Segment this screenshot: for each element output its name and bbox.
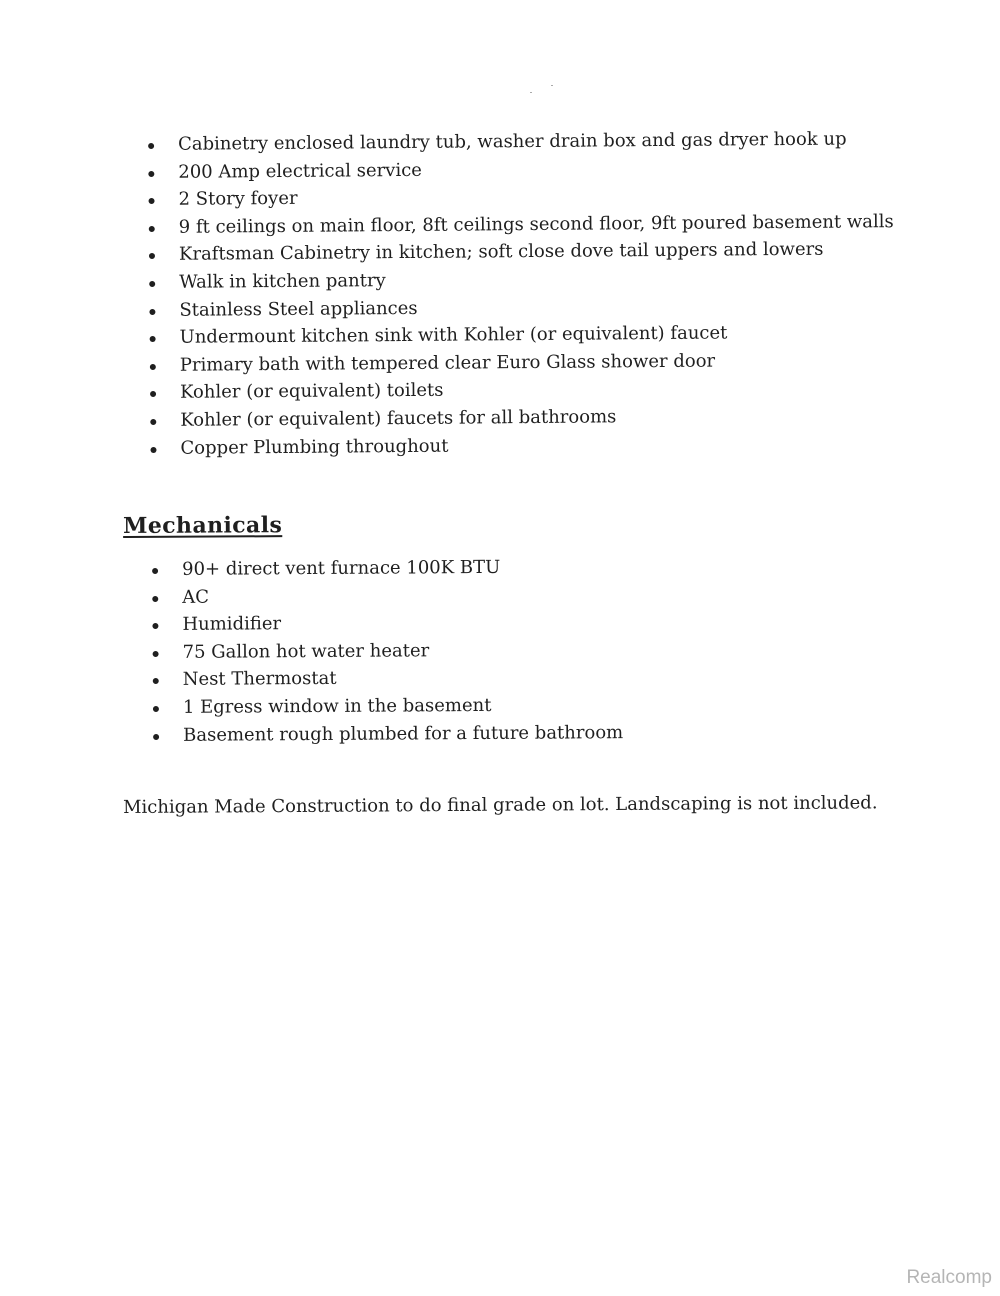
bullet-icon: [150, 364, 156, 370]
list-item: [153, 636, 623, 666]
list-item: [153, 719, 623, 749]
list-item-text: 9 ft ceilings on main floor, 8ft ceilings second floor, 9ft poured basement walls: [178, 210, 894, 238]
bullet-icon: [150, 391, 156, 397]
list-item: [152, 581, 622, 611]
bullet-icon: [148, 171, 154, 177]
list-item: [152, 608, 622, 638]
bullet-icon: [150, 419, 156, 425]
list-item-text: Humidifier: [182, 613, 282, 636]
list-item-text: 1 Egress window in the basement: [182, 694, 492, 718]
bullet-icon: [152, 596, 158, 602]
list-item-text: Kohler (or equivalent) faucets for all bathrooms: [180, 406, 617, 431]
bullet-icon: [149, 253, 155, 259]
bullet-icon: [153, 706, 159, 712]
list-item-text: Nest Thermostat: [182, 668, 337, 691]
bullet-icon: [149, 198, 155, 204]
list-item-text: Kraftsman Cabinetry in kitchen; soft close dove tail uppers and lowers: [178, 239, 824, 266]
bullet-icon: [152, 568, 158, 574]
realcomp-watermark: Realcomp: [906, 1267, 992, 1288]
bullet-icon: [149, 281, 155, 287]
list-item-text: 200 Amp electrical service: [178, 159, 422, 183]
list-item-text: AC: [182, 586, 210, 608]
list-item: [152, 553, 622, 583]
bullet-icon: [149, 309, 155, 315]
list-item-text: Undermount kitchen sink with Kohler (or equivalent) faucet: [179, 322, 728, 348]
list-item-text: Walk in kitchen pantry: [179, 270, 386, 293]
bullet-icon: [150, 446, 156, 452]
bullet-icon: [150, 336, 156, 342]
scan-speck: [551, 85, 553, 86]
bullet-icon: [149, 226, 155, 232]
scan-speck: [530, 92, 532, 93]
list-item: [153, 691, 623, 721]
bullet-icon: [153, 651, 159, 657]
list-item-text: 75 Gallon hot water heater: [182, 640, 430, 663]
closing-note: Michigan Made Construction to do final grade on lot. Landscaping is not included.: [123, 792, 878, 818]
interior-features-list: [148, 125, 896, 462]
list-item-text: Stainless Steel appliances: [179, 297, 418, 321]
list-item-text: Primary bath with tempered clear Euro Glass shower door: [179, 350, 716, 376]
mechanicals-list: [152, 553, 623, 749]
list-item: [153, 664, 623, 694]
bullet-icon: [148, 143, 154, 149]
list-item-text: Basement rough plumbed for a future bathroom: [183, 721, 624, 746]
bullet-icon: [153, 734, 159, 740]
bullet-icon: [152, 623, 158, 629]
list-item-text: 90+ direct vent furnace 100K BTU: [182, 556, 501, 580]
bullet-icon: [153, 678, 159, 684]
list-item: [150, 429, 895, 462]
list-item-text: 2 Story foyer: [178, 188, 298, 210]
list-item-text: Copper Plumbing throughout: [180, 435, 449, 459]
mechanicals-heading: Mechanicals: [123, 512, 283, 539]
list-item-text: Cabinetry enclosed laundry tub, washer drain box and gas dryer hook up: [178, 128, 847, 155]
list-item-text: Kohler (or equivalent) toilets: [179, 380, 444, 404]
